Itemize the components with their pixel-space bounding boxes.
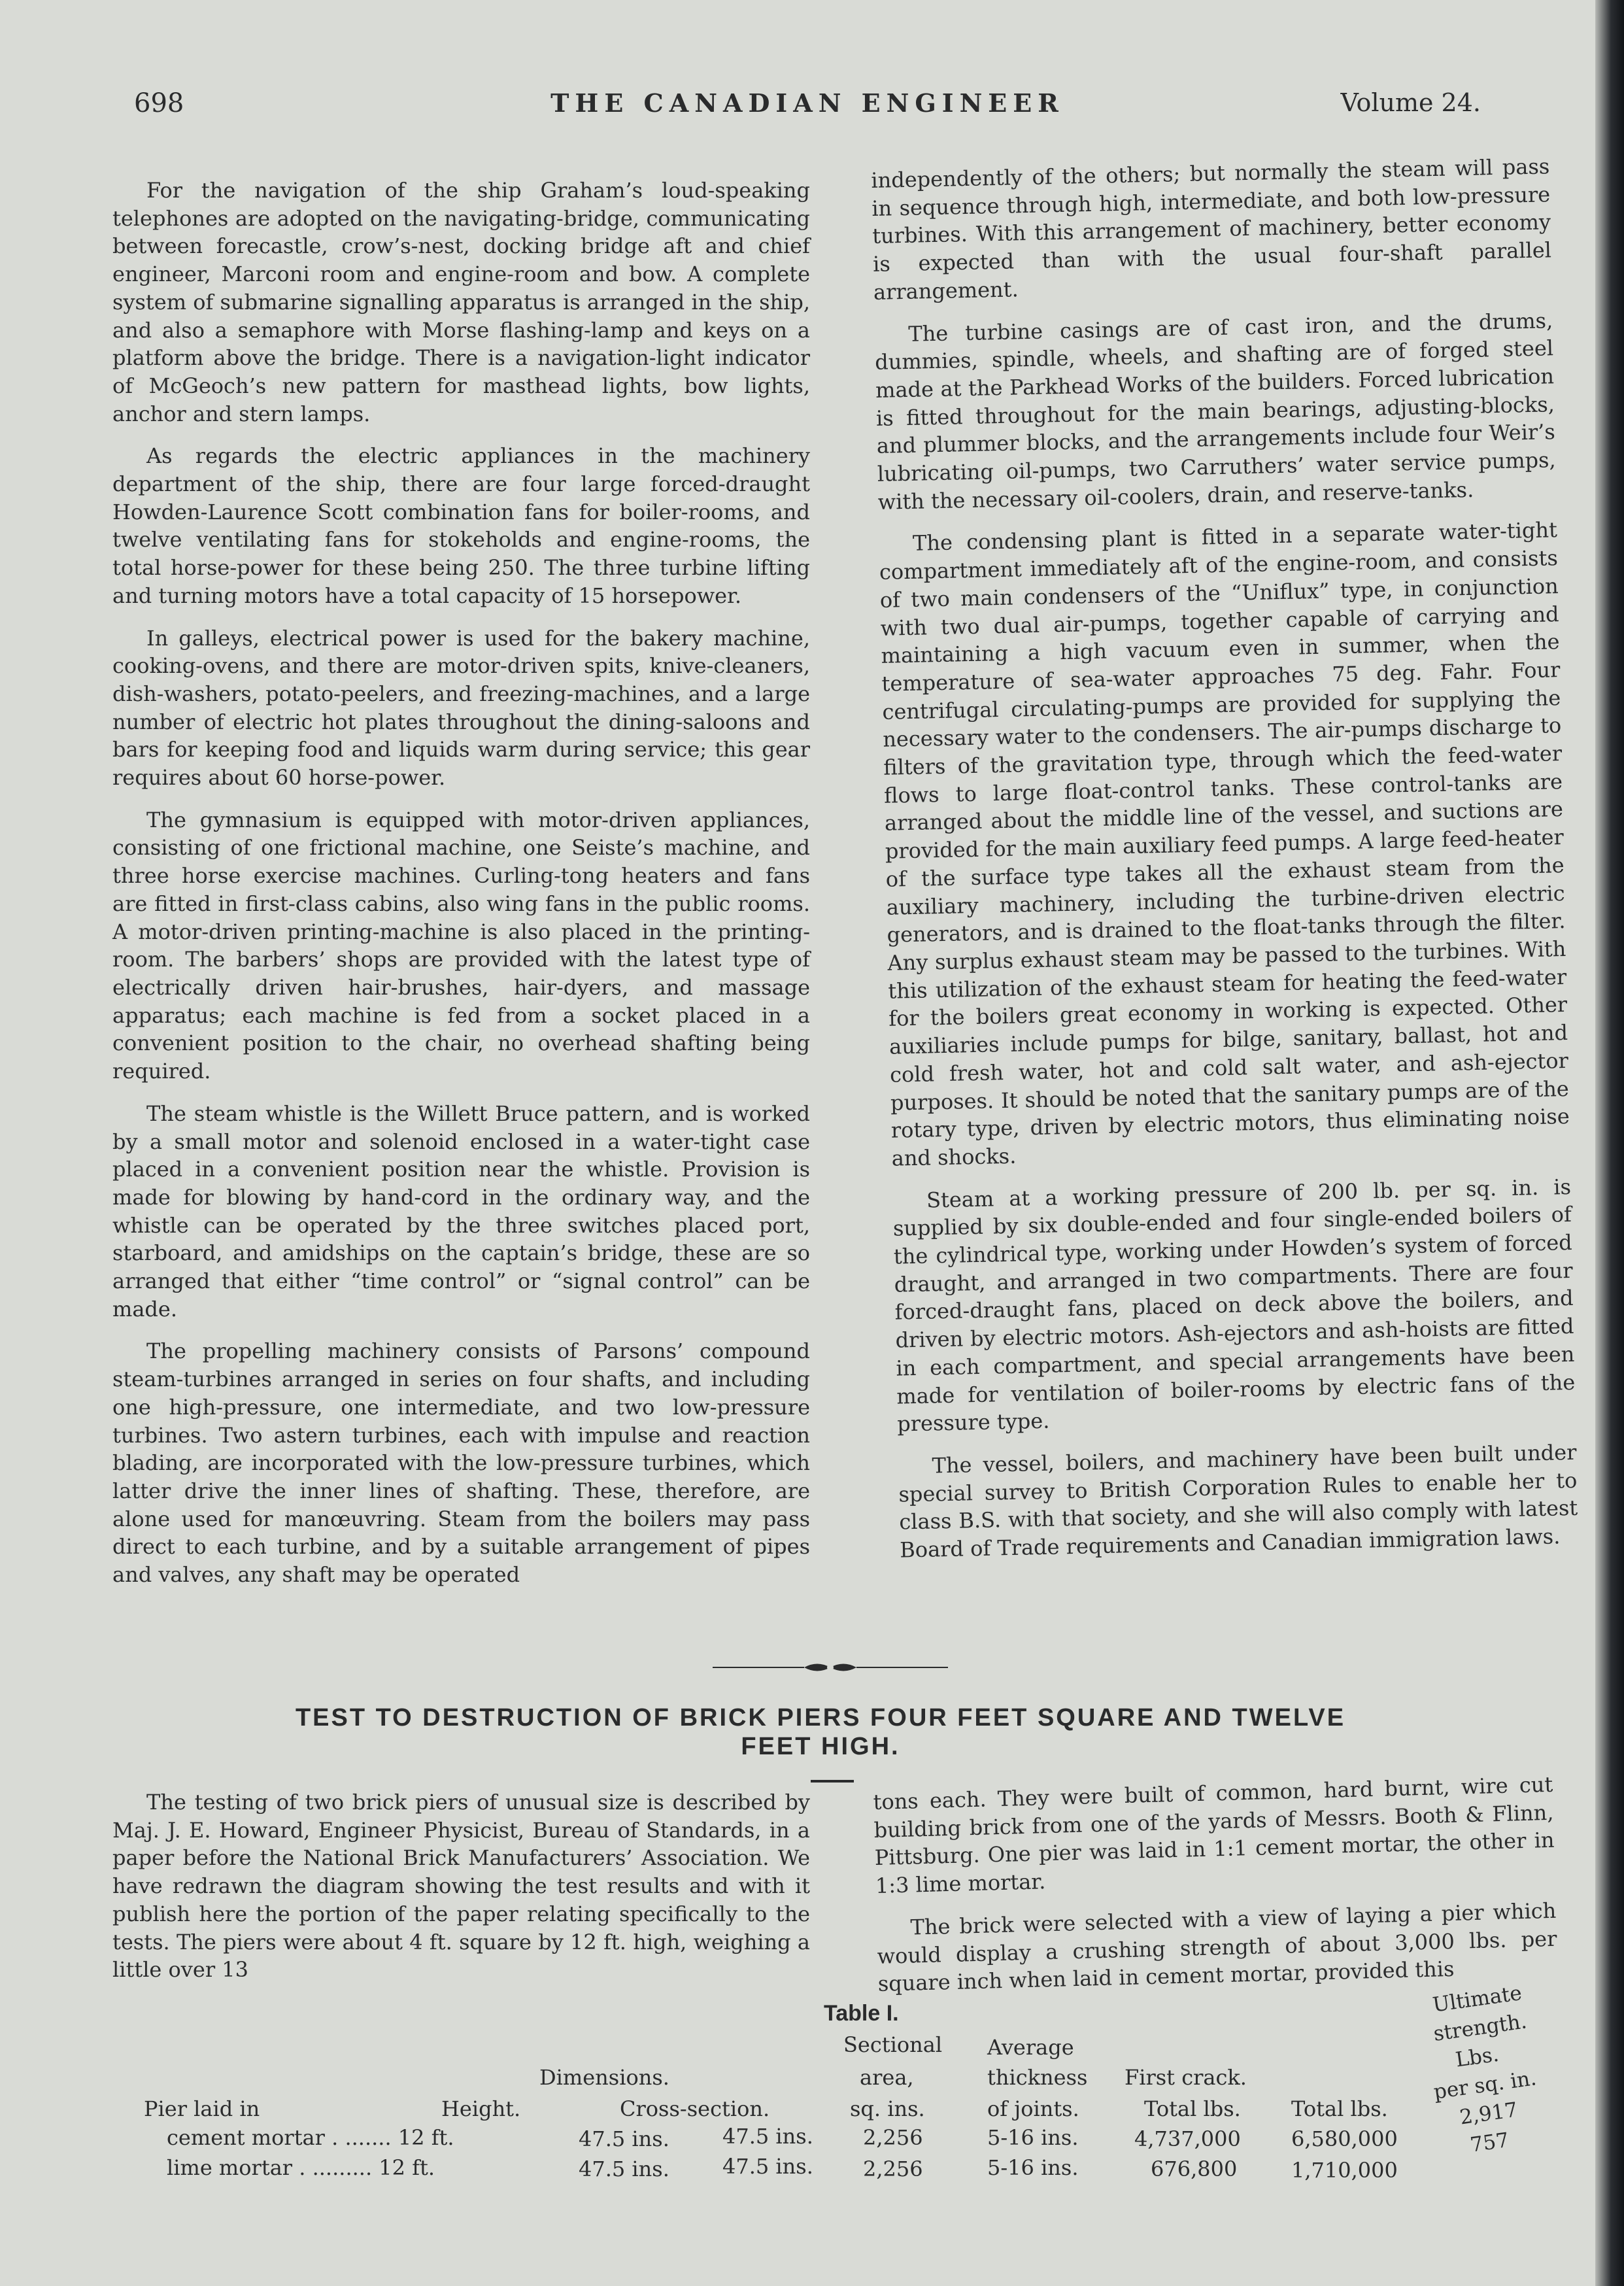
column-header: Lbs. — [1454, 2042, 1500, 2072]
table-cell: 676,800 — [1151, 2157, 1238, 2181]
paragraph: The vessel, boilers, and machinery have been built under special survey to British Corporation Rules to enable her to class B.S. with that society, and she will also comply with latest Board of Trade requirements and Canadian immigration laws. — [898, 1439, 1578, 1563]
table-cell: 47.5 ins. — [722, 2124, 813, 2149]
table-caption: Table I. — [824, 2001, 899, 2026]
column-header: Ultimate — [1431, 1981, 1523, 2017]
column-header: per sq. in. — [1432, 2066, 1538, 2104]
right-column — [871, 152, 1579, 1578]
table-cell: 5-16 ins. — [987, 2155, 1079, 2180]
paragraph: independently of the others; but normally the steam will pass in sequence through high, intermediate, and both low-pressure turbines. With this arrangement of machinery, better economy is expected than with the usual four-shaft parallel arrangement. — [871, 154, 1552, 305]
column-header: area, — [860, 2065, 914, 2090]
table-cell: 2,256 — [863, 2125, 923, 2150]
article-left-column — [112, 1788, 810, 1998]
table-cell: 1,710,000 — [1291, 2158, 1398, 2183]
column-header: First crack. — [1125, 2065, 1247, 2090]
table-cell: 6,580,000 — [1291, 2126, 1398, 2151]
table-cell: 4,737,000 — [1134, 2126, 1241, 2151]
column-header: strength. — [1432, 2009, 1529, 2046]
paragraph: In galleys, electrical power is used for the bakery machine, cooking-ovens, and there are motor-driven spits, knive-cleaners, dish-washers, potato-peelers, and freezing-machines, and a large number of electric hot plates throughout the dining-saloons and bars for keeping food and liquids warm during service; this gear requires about 60 horse-power. — [112, 625, 810, 791]
paragraph: For the navigation of the ship Graham’s loud-speaking telephones are adopted on the navigating-bridge, communicating between forecastle, crow’s-nest, docking bridge aft and chief engineer, Marconi room and engine-room and bow. A complete system of submarine signalling apparatus is arranged in the ship, and also a semaphore with Morse flashing-lamp and keys on a platform above the bridge. There is a navigation-light indicator of McGeoch’s new pattern for masthead lights, bow lights, anchor and stern lamps. — [112, 178, 810, 426]
page-header — [134, 88, 1481, 128]
table-cell: 5-16 ins. — [987, 2125, 1079, 2150]
paragraph: Steam at a working pressure of 200 lb. per sq. in. is supplied by six double-ended and four single-ended boilers of the cylindrical type, working under Howden’s system of forced draught, and arranged in two compartments. There are four forced-draught fans, placed on deck above the boilers, and driven by electric motors. Ash-ejectors and ash-hoists are fitted in each compartment, and special arrangements have been made for ventilation of boiler-rooms by electric fans of the pressure type. — [892, 1174, 1576, 1437]
column-header: Dimensions. — [539, 2065, 669, 2090]
title-rule — [811, 1780, 854, 1783]
column-header: Cross-section. — [620, 2096, 770, 2121]
paragraph: The gymnasium is equipped with motor-driven appliances, consisting of one frictional machine, one Seiste’s machine, and three horse exercise machines. Curling-tong heaters and fans are fitted in first-class cabins, also wing fans in the public rooms. A motor-driven printing-machine is also placed in the printing-room. The barbers’ shops are provided with the latest type of electrically driven hair-brushes, hair-dyers, and massage apparatus; each machine is fed from a socket placed in a convenient position to the chair, no overhead shafting being required. — [112, 807, 810, 1084]
left-column — [112, 177, 810, 1603]
volume-label: Volume 24. — [1340, 88, 1481, 117]
column-header: Total lbs. — [1291, 2096, 1388, 2121]
table-cell: lime mortar . ......... 12 ft. — [167, 2155, 435, 2180]
table-cell: 757 — [1468, 2128, 1511, 2157]
section-ornament — [713, 1659, 948, 1676]
table-cell: 47.5 ins. — [579, 2126, 669, 2151]
data-table — [131, 2001, 1536, 2197]
column-header: Pier laid in — [144, 2096, 260, 2121]
paragraph: The condensing plant is fitted in a separate water-tight compartment immediately aft of the engine-room, and consists of two main condensers of the “Uniflux” type, in conjunction with two dual air-pumps, together capable of carrying and maintaining a high vacuum even in summer, when the temperature of sea-water approaches 75 deg. Fahr. Four centrifugal circulating-pumps are provided for supplying the necessary water to the condensers. The air-pumps discharge to filters of the gravitation type, through which the feed-water flows to large float-control tanks. These control-tanks are arranged about the middle line of the vessel, and suctions are provided for the main auxiliary feed pumps. A large feed-heater of the surface type takes all the exhaust steam from the auxiliary machinery, including the turbine-driven electric generators, and is drained to the float-tanks through the filter. Any surplus exhaust steam may be passed to the turbines. With this utilization of the exhaust steam for heating the feed-water for the boilers great economy in working is expected. Other auxiliaries include pumps for bilge, sanitary, ballast, hot and cold fresh water, hot and cold salt water, and ash-ejector purposes. It should be noted that the sanitary pumps are of the rotary type, driven by electric motors, thus eliminating noise and shocks. — [879, 517, 1570, 1171]
paragraph: tons each. They were built of common, hard burnt, wire cut building brick from one of the yards of Messrs. Booth & Flinn, Pittsburg. One pier was laid in 1:1 cement mortar, the other in 1:3 lime mortar. — [873, 1771, 1555, 1899]
paragraph: As regards the electric appliances in the machinery department of the ship, there are four large forced-draught Howden-Laurence Scott combination fans for boiler-rooms, and twelve ventilating fans for stokeholds and engine-rooms, the total horse-power for these being 250. The three turbine lifting and turning motors have a total capacity of 15 horsepower. — [112, 443, 810, 608]
paragraph: The brick were selected with a view of laying a pier which would display a crushing strength of about 3,000 lbs. per square inch when laid in cement mortar, provided this — [877, 1898, 1557, 1997]
paragraph: The turbine casings are of cast iron, and the drums, dummies, spindle, wheels, and shafting are of forged steel made at the Parkhead Works of the builders. Forced lubrication is fitted throughout for the main bearings, adjusting-blocks, and plummer blocks, and the arrangements include four Weir’s lubricating oil-pumps, two Carruthers’ water service pumps, with the necessary oil-coolers, drain, and reserve-tanks. — [874, 307, 1557, 515]
page-number: 698 — [134, 88, 184, 118]
paragraph: The steam whistle is the Willett Bruce pattern, and is worked by a small motor and solenoid enclosed in a water-tight case placed in a convenient position near the whistle. Provision is made for blowing by hand-cord in the ordinary way, and the whistle can be operated by the three switches placed port, starboard, and amidships on the captain’s bridge, these are so arranged that either “time control” or “signal control” can be made. — [112, 1100, 810, 1322]
book-spine-shadow — [1595, 0, 1624, 2286]
running-title: THE CANADIAN ENGINEER — [550, 88, 1064, 118]
paragraph: The testing of two brick piers of unusual size is described by Maj. J. E. Howard, Engineer Physicist, Bureau of Standards, in a paper before the National Brick Manufacturers’ Association. We have redrawn the diagram showing the test results and with it publish here the portion of the paper relating specifically to the tests. The piers were about 4 ft. square by 12 ft. high, weighing a little over 13 — [112, 1790, 810, 1983]
column-header: Height. — [441, 2096, 521, 2121]
table-cell: 2,256 — [863, 2157, 923, 2181]
table-cell: 2,917 — [1458, 2098, 1519, 2130]
column-header: Sectional — [843, 2032, 943, 2057]
column-header: Total lbs. — [1144, 2096, 1241, 2121]
title-line: FEET HIGH. — [741, 1733, 900, 1760]
column-header: of joints. — [987, 2096, 1079, 2121]
table-cell: 47.5 ins. — [579, 2157, 669, 2181]
column-header: Average — [987, 2035, 1074, 2060]
column-header: sq. ins. — [850, 2096, 925, 2121]
title-line: TEST TO DESTRUCTION OF BRICK PIERS FOUR FEET SQUARE AND TWELVE — [295, 1704, 1346, 1732]
paragraph: The propelling machinery consists of Parsons’ compound steam-turbines arranged in series on four shafts, and including one high-pressure, one intermediate, and two low-pressure turbines. Two astern turbines, each with impulse and reaction blading, are incorporated with the low-pressure turbines, which latter drive the inner lines of shafting. These, therefore, are alone used for manœuvring. Steam from the boilers may pass direct to each turbine, and by a suitable arrangement of pipes and valves, any shaft may be operated — [112, 1339, 810, 1588]
table-cell: cement mortar . ....... 12 ft. — [167, 2125, 454, 2150]
column-header: thickness — [987, 2065, 1088, 2090]
article-title — [163, 1703, 1478, 1761]
table-cell: 47.5 ins. — [722, 2154, 813, 2179]
